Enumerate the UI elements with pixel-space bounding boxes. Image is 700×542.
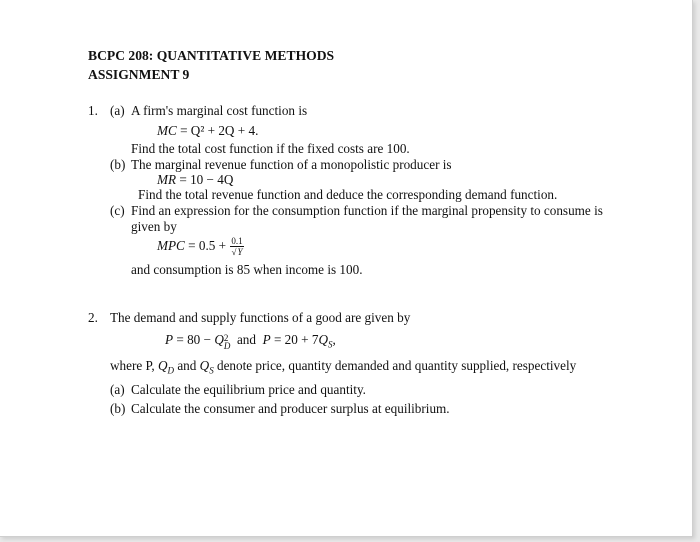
q2-eq1-sup: 2 [223, 332, 229, 343]
q1c-frac-denominator-var: Y [237, 246, 243, 257]
q1c-fraction [230, 237, 243, 257]
q2-where-qs: Q [199, 358, 210, 373]
q2a-text: Calculate the equilibrium price and quantity. [131, 382, 366, 397]
q2-eq2-rhs: = 20 + 7 [273, 332, 319, 347]
q2-where-qd: Q [157, 358, 168, 373]
q2-equations [165, 330, 336, 350]
q2-eq2-lhs: P [262, 332, 271, 347]
q2-eq2-sub: S [328, 339, 333, 350]
q1b-label: (b) [110, 157, 126, 172]
q2-eq-and: and [236, 332, 256, 347]
q1c-text-line2: given by [131, 219, 177, 234]
q2-where [110, 358, 576, 374]
q1b-eq-lhs: MR [157, 172, 177, 187]
q2-text: The demand and supply functions of a good are given by [110, 310, 411, 325]
q2-where-b: and [177, 358, 197, 373]
q1a-label: (a) [110, 103, 125, 118]
assignment-title: ASSIGNMENT 9 [88, 67, 190, 82]
q2-eq2-var: Q [318, 332, 329, 347]
q1c-frac-numerator: 0.1 [231, 235, 243, 246]
q2-number: 2. [88, 310, 98, 325]
q1c-instruction: and consumption is 85 when income is 100. [131, 262, 363, 277]
q1c-label: (c) [110, 203, 125, 218]
q1c-frac-denominator: √Y [231, 246, 243, 257]
q2-where-qd-sub: D [167, 365, 175, 376]
q2b-label: (b) [110, 401, 126, 416]
q1c-eq-lhs: MPC [157, 238, 185, 253]
q2-where-c: denote price, quantity demanded and quantity supplied, respectively [216, 358, 577, 373]
q2-eq1-sub: D [223, 340, 231, 351]
q2-where-a: where P, [110, 358, 155, 373]
q1c-eq-rhs: = 0.5 + [188, 238, 227, 253]
q2-where-qs-sub: S [209, 365, 214, 376]
q1b-text: The marginal revenue function of a monopolistic producer is [131, 157, 452, 172]
q1c-equation [157, 234, 244, 258]
q1-number: 1. [88, 103, 98, 118]
q1a-eq-lhs: MC [157, 123, 177, 138]
q2-eq1-rhs: = 80 − [176, 332, 212, 347]
q1a-text: A firm's marginal cost function is [131, 103, 308, 118]
q1b-equation [157, 172, 233, 188]
q2-eq2-end: , [332, 332, 336, 347]
q1c-text-line1: Find an expression for the consumption function if the marginal propensity to consume is [131, 203, 603, 218]
q2b-text: Calculate the consumer and producer surplus at equilibrium. [131, 401, 450, 416]
q1b-eq-rhs: = 10 − 4Q [179, 172, 234, 187]
q2-eq1-scripts [224, 334, 231, 350]
q1a-equation [157, 123, 258, 139]
q2-eq1-lhs: P [165, 332, 174, 347]
q2a-label: (a) [110, 382, 125, 397]
q1a-instruction: Find the total cost function if the fixed costs are 100. [131, 141, 410, 156]
q1a-eq-rhs: = Q² + 2Q + 4. [180, 123, 259, 138]
q1b-instruction: Find the total revenue function and deduce the corresponding demand function. [138, 187, 558, 202]
course-title: BCPC 208: QUANTITATIVE METHODS [88, 48, 335, 63]
q2-eq1-var: Q [214, 332, 224, 347]
